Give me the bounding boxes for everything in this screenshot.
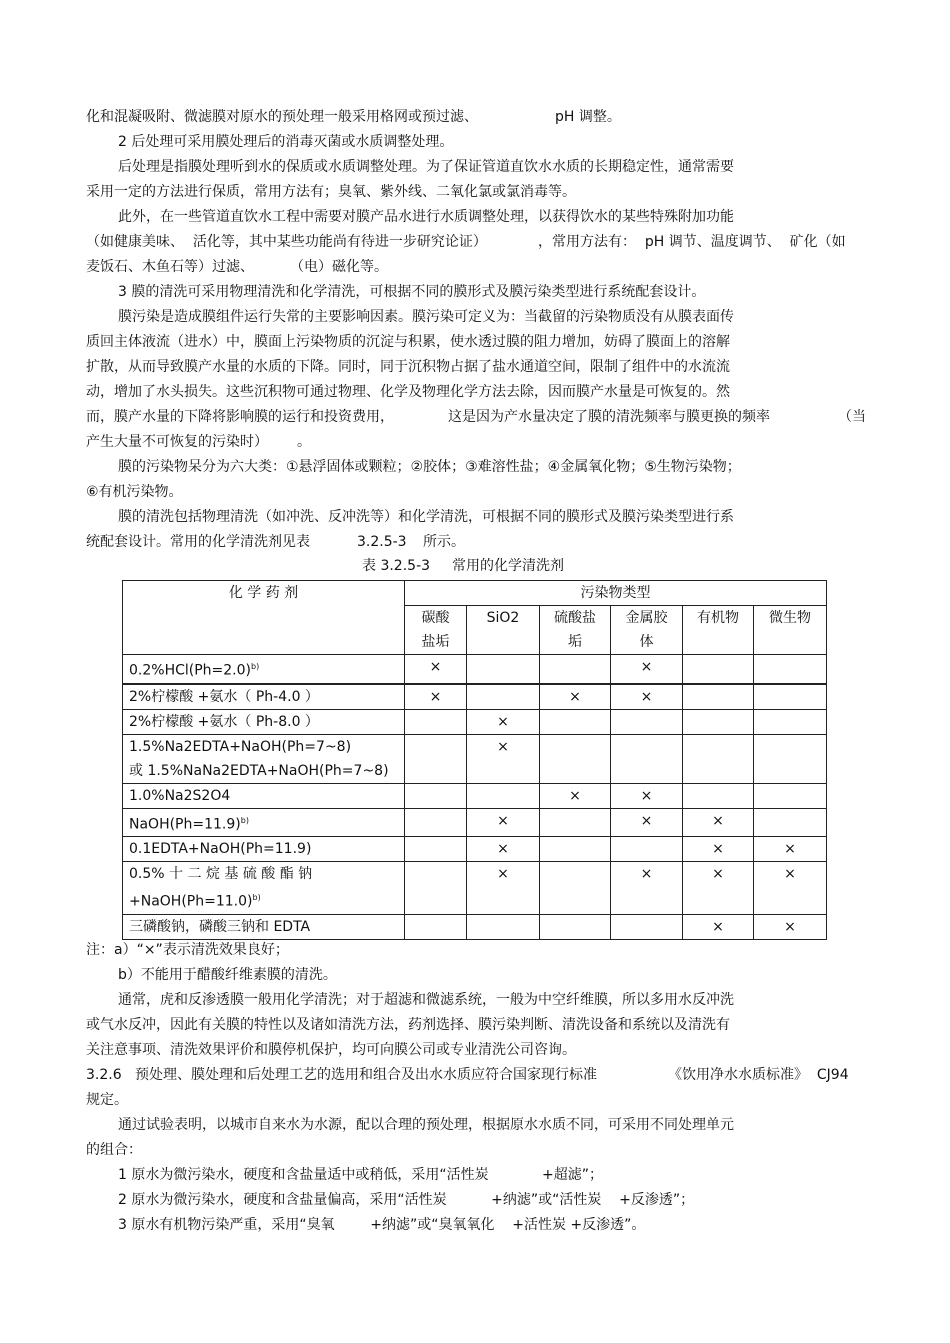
effective-mark: ×	[429, 688, 442, 705]
paragraph-line: （当	[838, 409, 866, 425]
effective-mark: ×	[497, 738, 509, 755]
mark-cell	[754, 808, 827, 837]
mark-cell	[683, 655, 754, 684]
effective-mark: ×	[569, 787, 581, 804]
mark-cell	[405, 709, 467, 734]
paragraph-line: （如健康美味、 活化等，其中某些功能尚有待进一步研究论证）	[86, 234, 487, 250]
paragraph-line: 采用一定的方法进行保质，常用方法有；臭氧、紫外线、二氧化氯或氯消毒等。	[86, 184, 576, 200]
mark-cell	[683, 684, 754, 710]
mark-cell	[405, 655, 467, 684]
mark-cell	[540, 783, 611, 808]
paragraph-line: 3.2.6 预处理、膜处理和后处理工艺的选用和组合及出水水质应符合国家现行标准	[86, 1067, 597, 1083]
mark-cell	[611, 783, 683, 808]
column-header	[405, 606, 467, 655]
agent-name-line2: +NaOH(Ph=11.0)	[129, 893, 253, 910]
paragraph-line: 这是因为产水量决定了膜的清洗频率与膜更换的频率	[448, 409, 770, 425]
paragraph-line: 或气水反冲，因此有关膜的特性以及诸如清洗方法，药剂选择、膜污染判断、清洗设备和系统以及清洗有	[86, 1017, 730, 1033]
agent-cell	[123, 914, 405, 939]
mark-cell	[754, 837, 827, 862]
mark-cell	[405, 862, 467, 915]
mark-cell	[611, 709, 683, 734]
mark-cell	[611, 837, 683, 862]
column-header-line1: 有机物	[697, 610, 739, 626]
mark-cell	[611, 914, 683, 939]
header-agent: 化 学 药 剂	[123, 581, 405, 655]
table-caption-title: 常用的化学清洗剂	[452, 558, 564, 574]
paragraph-line: 3.2.5-3	[357, 534, 407, 550]
mark-cell	[467, 808, 540, 837]
agent-cell	[123, 709, 405, 734]
mark-cell	[611, 655, 683, 684]
mark-cell	[540, 808, 611, 837]
paragraph-line: 关注意事项、清洗效果评价和膜停机保护，均可向膜公司或专业清洗公司咨询。	[86, 1042, 576, 1058]
mark-cell	[683, 783, 754, 808]
mark-cell	[683, 914, 754, 939]
paragraph-line: ⑥有机污染物。	[86, 484, 183, 500]
agent-name: NaOH(Ph=11.9)	[129, 816, 241, 833]
agent-name-line2: 或 1.5%NaNa2EDTA+NaOH(Ph=7~8)	[129, 762, 389, 779]
agent-name: 2%柠檬酸 +氨水（ Ph-8.0 ）	[129, 713, 319, 730]
table-note: b）不能用于醋酸纤维素膜的清洗。	[118, 967, 337, 983]
column-header	[540, 606, 611, 655]
effective-mark: ×	[640, 659, 653, 675]
paragraph-line: 2 原水为微污染水，硬度和含盐量偏高，采用“活性炭 +纳滤”或“活性炭 +反渗透”；	[118, 1192, 695, 1208]
paragraph-line: 化和混凝吸附、微滤膜对原水的预处理一般采用格网或预过滤、	[86, 109, 478, 125]
mark-cell	[683, 734, 754, 783]
effective-mark: ×	[569, 688, 581, 705]
effective-mark: ×	[640, 812, 653, 829]
footnote-mark: b)	[252, 893, 261, 903]
table-row	[123, 808, 827, 837]
paragraph-line: 产生大量不可恢复的污染时）	[86, 434, 268, 450]
mark-cell	[611, 808, 683, 837]
footnote-mark: b)	[240, 815, 249, 825]
mark-cell	[405, 783, 467, 808]
mark-cell	[611, 684, 683, 710]
paragraph-line: 膜污染是造成膜组件运行失常的主要影响因素。膜污染可定义为：当截留的污染物质没有从膜表面传	[118, 309, 734, 325]
mark-cell	[540, 862, 611, 915]
mark-cell	[405, 684, 467, 710]
table-row	[123, 684, 827, 710]
effective-mark: ×	[712, 866, 724, 883]
effective-mark: ×	[640, 866, 653, 883]
paragraph-line: 质回主体液流（进水）中，膜面上污染物质的沉淀与积累，使水透过膜的阻力增加，妨碍了膜面上的溶解	[86, 334, 730, 350]
agent-cell	[123, 655, 405, 684]
mark-cell	[754, 914, 827, 939]
column-header	[467, 606, 540, 655]
footnote-mark: b)	[251, 662, 260, 671]
table-row	[123, 655, 827, 684]
paragraph-line: 膜的污染物呆分为六大类：①悬浮固体或颗粒；②胶体；③难溶性盐；④金属氧化物；⑤生物污染物；	[118, 459, 741, 475]
paragraph-line: 膜的清洗包括物理清洗（如冲洗、反冲洗等）和化学清洗，可根据不同的膜形式及膜污染类型进行系	[118, 509, 734, 525]
paragraph-line: 此外，在一些管道直饮水工程中需要对膜产品水进行水质调整处理，以获得饮水的某些特殊附加功能	[118, 209, 734, 225]
table-row	[123, 914, 827, 939]
agent-cell	[123, 837, 405, 862]
paragraph-line: 3 膜的清洗可采用物理清洗和化学清洗，可根据不同的膜形式及膜污染类型进行系统配套设计。	[118, 284, 706, 300]
table-caption-number: 表 3.2.5-3	[362, 558, 431, 574]
paragraph-line: 后处理是指膜处理听到水的保质或水质调整处理。为了保证管道直饮水水质的长期稳定性，通常需要	[118, 159, 734, 175]
agent-name: 1.5%Na2EDTA+NaOH(Ph=7~8)	[129, 738, 352, 755]
mark-cell	[754, 862, 827, 915]
paragraph-line: 3 原水有机物污染严重，采用“臭氧 +纳滤”或“臭氧氧化 +活性炭 +反渗透”。	[118, 1217, 646, 1233]
effective-mark: ×	[429, 659, 442, 675]
paragraph-line: 麦饭石、木鱼石等）过滤、	[86, 259, 254, 275]
mark-cell	[683, 709, 754, 734]
mark-cell	[467, 709, 540, 734]
table-row	[123, 862, 827, 915]
mark-cell	[611, 862, 683, 915]
effective-mark: ×	[497, 812, 509, 829]
paragraph-line: 而，膜产水量的下降将影响膜的运行和投资费用，	[86, 409, 394, 425]
mark-cell	[405, 808, 467, 837]
mark-cell	[540, 709, 611, 734]
paragraph-line: 规定。	[86, 1092, 128, 1108]
mark-cell	[754, 734, 827, 783]
paragraph-line: 动，增加了水头损失。这些沉积物可通过物理、化学及物理化学方法去除，因而膜产水量是可恢复的。然	[86, 384, 730, 400]
mark-cell	[540, 734, 611, 783]
agent-cell	[123, 684, 405, 710]
column-header	[754, 606, 827, 655]
paragraph-line: 所示。	[423, 534, 465, 550]
mark-cell	[683, 808, 754, 837]
mark-cell	[754, 709, 827, 734]
paragraph-line: 1 原水为微污染水，硬度和含盐量适中或稍低，采用“活性炭 +超滤”；	[118, 1167, 603, 1183]
agent-cell	[123, 734, 405, 783]
effective-mark: ×	[712, 918, 724, 935]
effective-mark: ×	[784, 866, 796, 883]
mark-cell	[467, 914, 540, 939]
column-header-line1: 硫酸盐	[554, 610, 596, 626]
effective-mark: ×	[497, 841, 509, 858]
agent-name: 1.0%Na2S2O4	[129, 787, 231, 804]
effective-mark: ×	[640, 787, 653, 804]
mark-cell	[467, 862, 540, 915]
chemical-cleaning-table	[122, 580, 827, 940]
paragraph-line: 。	[297, 434, 311, 450]
column-header-line1: 微生物	[769, 610, 812, 626]
column-header-line2: 体	[639, 634, 654, 650]
table-row	[123, 734, 827, 783]
mark-cell	[754, 783, 827, 808]
effective-mark: ×	[784, 918, 796, 935]
mark-cell	[405, 734, 467, 783]
effective-mark: ×	[497, 713, 509, 730]
paragraph-line: 扩散，从而导致膜产水量的水质的下降。同时，同于沉积物占据了盐水通道空间，限制了组件中的水流流	[86, 359, 730, 375]
column-header	[611, 606, 683, 655]
header-pollutant-type: 污染物类型	[405, 581, 827, 606]
effective-mark: ×	[784, 841, 796, 858]
mark-cell	[754, 684, 827, 710]
mark-cell	[467, 783, 540, 808]
agent-name: 0.5% 十 二 烷 基 硫 酸 酯 钠	[129, 866, 313, 883]
effective-mark: ×	[712, 812, 724, 829]
mark-cell	[754, 655, 827, 684]
column-header-line1: SiO2	[486, 610, 520, 626]
effective-mark: ×	[497, 866, 509, 883]
mark-cell	[540, 655, 611, 684]
mark-cell	[467, 837, 540, 862]
column-header-line1: 碳酸	[421, 610, 450, 626]
mark-cell	[683, 862, 754, 915]
paragraph-line: 统配套设计。常用的化学清洗剂见表	[86, 534, 310, 550]
table-note: 注：a）“×”表示清洗效果良好；	[86, 942, 289, 958]
paragraph-line: 2 后处理可采用膜处理后的消毒灭菌或水质调整处理。	[118, 134, 454, 150]
mark-cell	[405, 914, 467, 939]
paragraph-line: （电）磁化等。	[290, 259, 388, 275]
mark-cell	[540, 837, 611, 862]
paragraph-line: 通过试验表明，以城市自来水为水源，配以合理的预处理，根据原水水质不同，可采用不同处理单元	[118, 1117, 734, 1133]
agent-cell	[123, 862, 405, 915]
column-header-line2: 垢	[568, 634, 582, 650]
paragraph-line: 的组合：	[86, 1142, 142, 1158]
mark-cell	[467, 655, 540, 684]
paragraph-line: 通常，虎和反渗透膜一般用化学清洗；对于超滤和微滤系统，一般为中空纤维膜，所以多用水反冲洗	[118, 992, 734, 1008]
column-header-line1: 金属胶	[625, 610, 668, 626]
column-header	[683, 606, 754, 655]
mark-cell	[405, 837, 467, 862]
mark-cell	[683, 837, 754, 862]
agent-name: 2%柠檬酸 +氨水（ Ph-4.0 ）	[129, 688, 319, 705]
agent-name: 0.2%HCl(Ph=2.0)	[129, 662, 251, 679]
mark-cell	[540, 684, 611, 710]
mark-cell	[467, 734, 540, 783]
paragraph-line: 《饮用净水水质标准》 CJ94	[668, 1067, 849, 1083]
agent-name: 三磷酸钠，磷酸三钠和 EDTA	[129, 918, 311, 935]
agent-name: 0.1EDTA+NaOH(Ph=11.9)	[129, 841, 312, 858]
agent-cell	[123, 808, 405, 837]
table-row	[123, 837, 827, 862]
agent-cell	[123, 783, 405, 808]
mark-cell	[611, 734, 683, 783]
table-row	[123, 709, 827, 734]
paragraph-line: ，常用方法有： pH 调节、温度调节、 矿化（如	[538, 234, 846, 250]
effective-mark: ×	[640, 688, 653, 705]
table-row	[123, 783, 827, 808]
effective-mark: ×	[712, 841, 724, 858]
mark-cell	[540, 914, 611, 939]
mark-cell	[467, 684, 540, 710]
paragraph-line: pH 调整。	[555, 109, 621, 125]
column-header-line2: 盐垢	[421, 634, 450, 650]
